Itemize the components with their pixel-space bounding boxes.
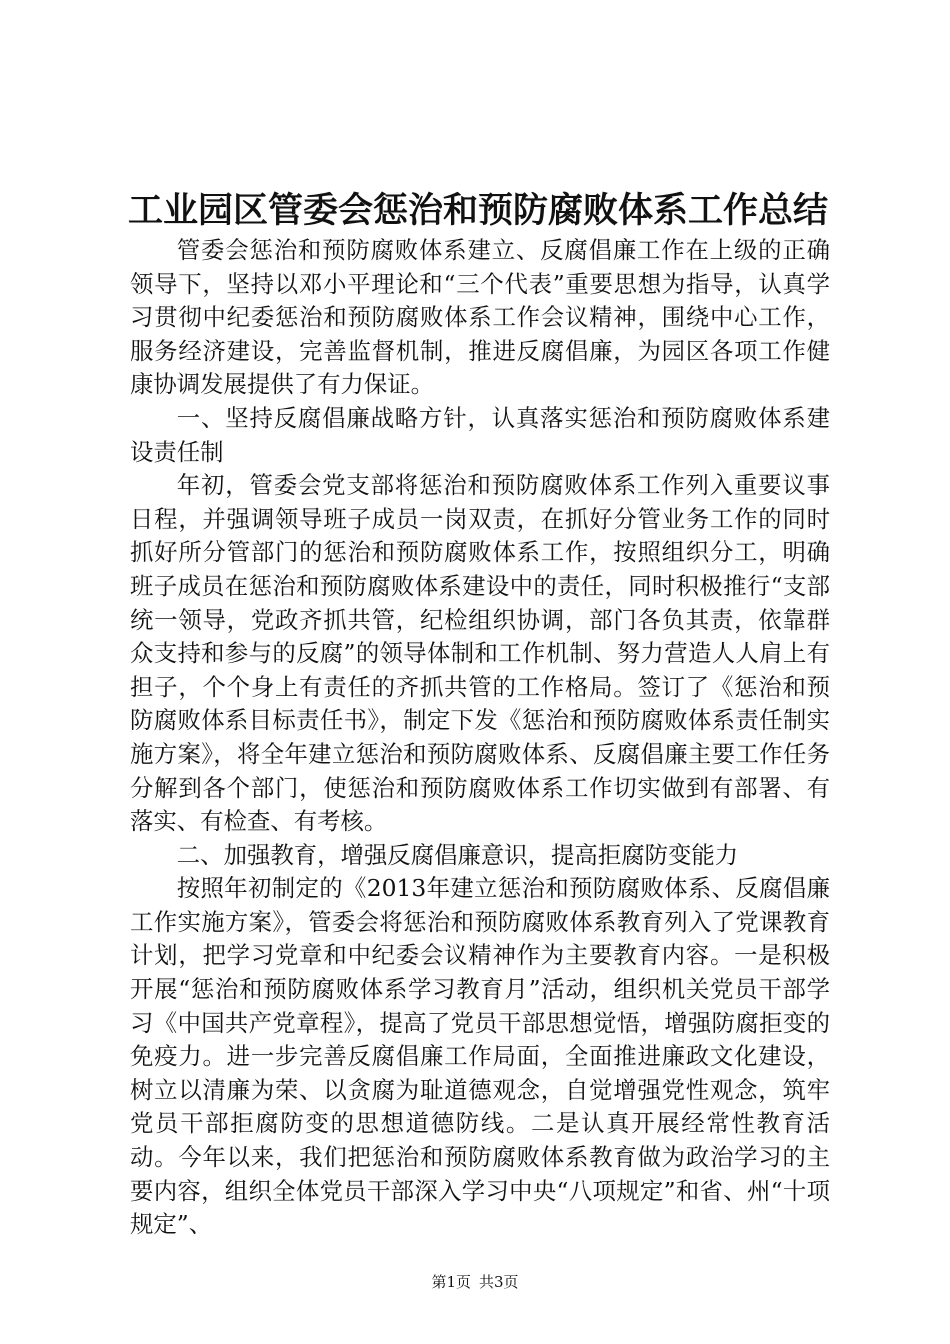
document-body bbox=[130, 234, 830, 1242]
page-footer bbox=[0, 1272, 950, 1292]
page-number: 第1页 bbox=[431, 1273, 471, 1291]
section-heading-1: 一、坚持反腐倡廉战略方针，认真落实惩治和预防腐败体系建设责任制 bbox=[130, 403, 830, 466]
document-title: 工业园区管委会惩治和预防腐败体系工作总结 bbox=[128, 190, 829, 231]
page-total: 共3页 bbox=[479, 1273, 519, 1291]
section-heading-2: 二、加强教育，增强反腐倡廉意识，提高拒腐防变能力 bbox=[176, 840, 739, 869]
paragraph-intro: 管委会惩治和预防腐败体系建立、反腐倡廉工作在上级的正确领导下，坚持以邓小平理论和“三个代表”重要思想为指导，认真学习贯彻中纪委惩治和预防腐败体系工作会议精神，围绕中心工作，服务经济建设，完善监督机制，推进反腐倡廉，为园区各项工作健康协调发展提供了有力保证。 bbox=[130, 236, 830, 399]
paragraph-section-1: 年初，管委会党支部将惩治和预防腐败体系工作列入重要议事日程，并强调领导班子成员一岗双责，在抓好分管业务工作的同时抓好所分管部门的惩治和预防腐败体系工作，按照组织分工，明确班子成员在惩治和预防腐败体系建设中的责任，同时积极推行“支部统一领导，党政齐抓共管，纪检组织协调，部门各负其责，依靠群众支持和参与的反腐”的领导体制和工作机制、努力营造人人肩上有担子，个个身上有责任的齐抓共管的工作格局。签订了《惩治和预防腐败体系目标责任书》，制定下发《惩治和预防腐败体系责任制实施方案》，将全年建立惩治和预防腐败体系、反腐倡廉主要工作任务分解到各个部门，使惩治和预防腐败体系工作切实做到有部署、有落实、有检查、有考核。 bbox=[130, 471, 830, 836]
paragraph-section-2: 按照年初制定的《2013年建立惩治和预防腐败体系、反腐倡廉工作实施方案》，管委会将惩治和预防腐败体系教育列入了党课教育计划，把学习党章和中纪委会议精神作为主要教育内容。一是积极开展“惩治和预防腐败体系学习教育月”活动，组织机关党员干部学习《中国共产党章程》，提高了党员干部思想觉悟，增强防腐拒变的免疫力。进一步完善反腐倡廉工作局面，全面推进廉政文化建设，树立以清廉为荣、以贪腐为耻道德观念，自觉增强党性观念，筑牢党员干部拒腐防变的思想道德防线。二是认真开展经常性教育活动。今年以来，我们把惩治和预防腐败体系教育做为政治学习的主要内容，组织全体党员干部深入学习中央“八项规定”和省、州“十项规定”、 bbox=[130, 874, 830, 1239]
